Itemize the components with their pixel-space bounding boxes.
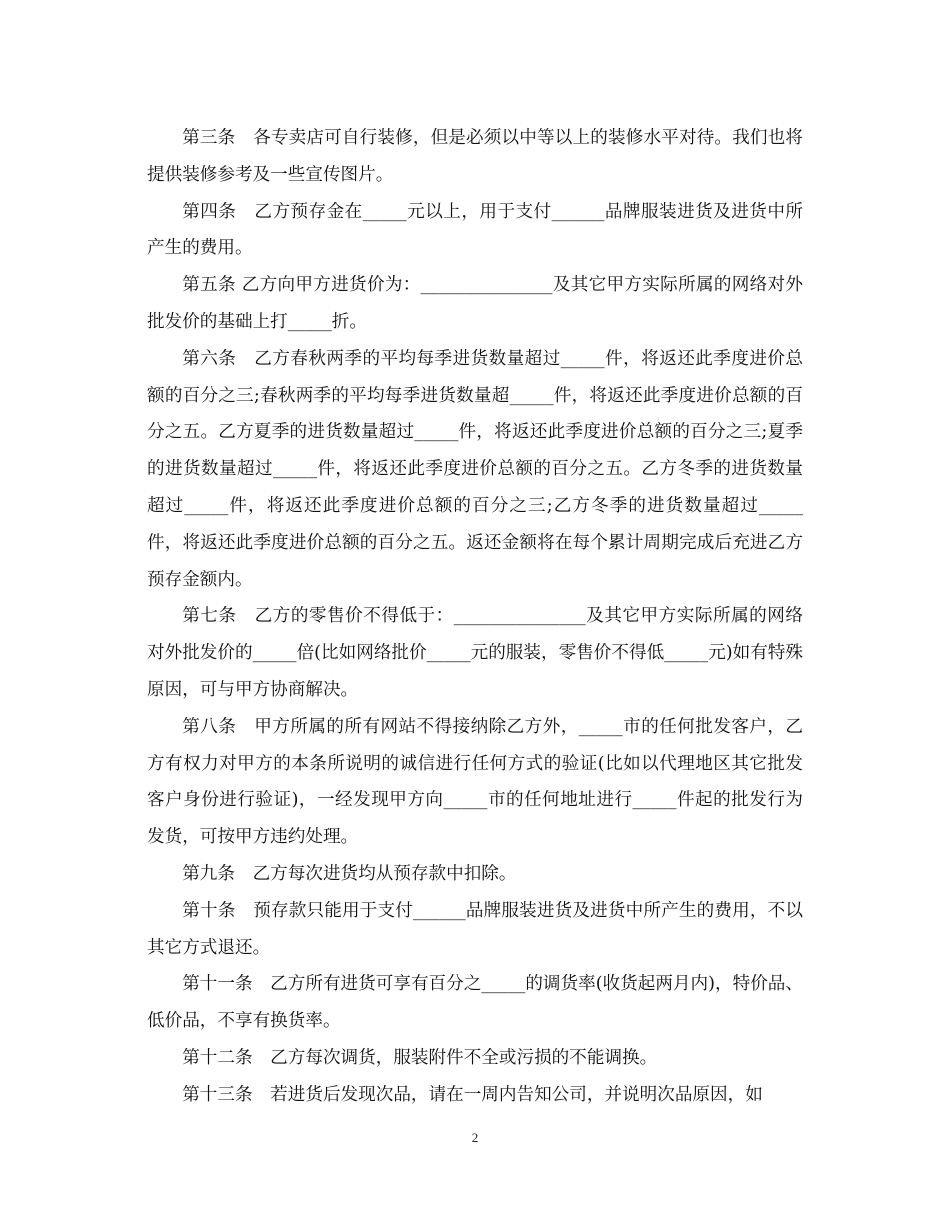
article-8: 第八条 甲方所属的所有网站不得接纳除乙方外，_____市的任何批发客户，乙方有权力对甲方的本条所说明的诚信进行任何方式的验证(比如以代理地区其它批发客户身份进行验证)，一经发现甲方向_____市的任何地址进行_____件起的批发行为发货，可按甲方违约处理。 <box>147 716 803 848</box>
article-13: 第十三条 若进货后发现次品，请在一周内告知公司，并说明次品原因，如 <box>182 1084 763 1105</box>
article-10: 第十条 预存款只能用于支付______品牌服装进货及进货中所产生的费用，不以其它方式退还。 <box>147 900 803 958</box>
article-11: 第十一条 乙方所有进货可享有百分之_____的调货率(收货起两月内)，特价品、低价品，不享有换货率。 <box>147 974 803 1032</box>
article-6: 第六条 乙方春秋两季的平均每季进货数量超过_____件，将返还此季度进价总额的百分之三;春秋两季的平均每季进货数量超_____件，将返还此季度进价总额的百分之五。乙方夏季的进货数量超过_____件，将返还此季度进价总额的百分之三;夏季的进货数量超过_____件，将返还此季度进价总额的百分之五。乙方冬季的进货数量超过_____件，将返还此季度进价总额的百分之三;乙方冬季的进货数量超过_____件，将返还此季度进价总额的百分之五。返还金额将在每个累计周期完成后充进乙方预存金额内。 <box>147 348 803 590</box>
document-body <box>147 120 803 1114</box>
page-number: 2 <box>471 1130 479 1145</box>
article-9: 第九条 乙方每次进货均从预存款中扣除。 <box>182 863 517 884</box>
article-3: 第三条 各专卖店可自行装修，但是必须以中等以上的装修水平对待。我们也将提供装修参考及一些宣传图片。 <box>147 128 803 185</box>
article-5: 第五条 乙方向甲方进货价为：_______________及其它甲方实际所属的网络对外批发价的基础上打_____折。 <box>147 275 803 332</box>
article-7: 第七条 乙方的零售价不得低于：_______________及其它甲方实际所属的网络对外批发价的_____倍(比如网络批价_____元的服装，零售价不得低_____元)如有特殊原因，可与甲方协商解决。 <box>147 606 803 700</box>
article-12: 第十二条 乙方每次调货，服装附件不全或污损的不能调换。 <box>182 1047 658 1068</box>
article-4: 第四条 乙方预存金在_____元以上，用于支付______品牌服装进货及进货中所产生的费用。 <box>147 201 803 259</box>
